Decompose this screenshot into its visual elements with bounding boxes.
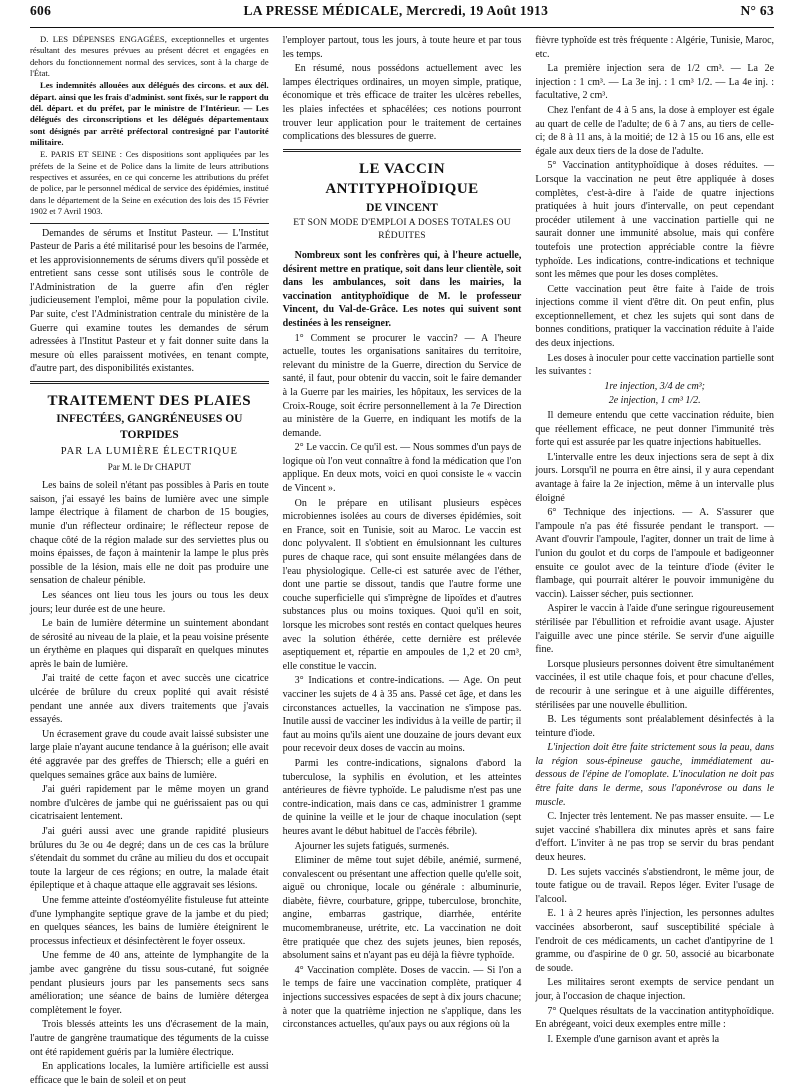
paragraph: Parmi les contre-indications, signalons d'abord la tuberculose, la syphilis en évolution, et les atteintes antérieures de fièvre typhoïde. Le paludisme n'est pas une contre-indication, mais dans ce cas, administrer 1 gramme de quinine la veille et le jour de chaque inoculation (sept heures avant le début habituel de l'accès fébrile). — [282, 757, 522, 837]
paragraph: Les séances ont lieu tous les jours ou tous les deux jours; leur durée est de une heure. — [30, 589, 269, 615]
paragraph: 3° Indications et contre-indications. — Age. On peut vacciner les sujets de 4 à 35 ans. Passé cet âge, et dans les circonstances actuelles, la vaccination ne s'impose pas. Inutile aussi de vacciner les individus à la veille de partir; il faut au moins qu'ils aient une douzaine de jours devant eux pour recevoir deux doses de vaccin au moins. — [282, 675, 522, 755]
divider — [30, 223, 269, 224]
paragraph: Les indemnités allouées aux délégués des circons. et aux dél. départ. ainsi que les frais d'administ. sont fixés, sur le rapport du dél. départ. et du préfet, par le ministre de l'Intérieur. — Les délégués des circonscriptions et les délégués départementaux sont désignés par arrêté préfectoral contresigné par l'autorité militaire. — [30, 80, 269, 148]
column-1 — [30, 34, 269, 1086]
paragraph: J'ai traité de cette façon et avec succès une cicatrice ulcérée de brûlure du creux poplité qui avait résisté pendant une année aux divers traitements que j'avais essayés. — [30, 673, 269, 726]
paragraph: Trois blessés atteints les uns d'écrasement de la main, l'autre de gangrène traumatique des téguments de la cuisse ont été rapidement guéris par la lumière électrique. — [30, 1019, 269, 1058]
article-subtitle: ET SON MODE D'EMPLOI A DOSES TOTALES OU RÉDUITES — [293, 218, 511, 242]
paragraph: Cette vaccination peut être faite à l'aide de trois injections comme il vient d'être dit. On peut enfin, plus exceptionnellement, et chez les sujets qui sont dans de bonnes conditions, pratiquer la vaccination réduite à l'aide des deux injections. — [535, 283, 775, 350]
divider — [30, 381, 269, 384]
article-subtitle: PAR LA LUMIÈRE ÉLECTRIQUE — [60, 445, 238, 457]
paragraph: E. PARIS ET SEINE : Ces dispositions sont appliquées par les préfets de la Seine et de Police dans la limite de leurs attributions respectives et assurées, en ce qui concerne les attributions du préfet de police, par le personnel médical de service des épidémies, institué dans le département de la Seine en exécution des lois des 15 Février 1902 et 7 Avril 1903. — [30, 149, 269, 217]
paragraph: 7° Quelques résultats de la vaccination antityphoïdique. En abrégeant, voici deux exemples entre mille : — [535, 1005, 775, 1031]
page-header — [30, 0, 774, 28]
paragraph: Un écrasement grave du coude avait laissé subsister une large plaie n'ayant aucune tendance à la guérison; elle avait été aggravée par des greffes de Thiersch; elle a guéri en quelques semaines grâce aux bains de lumière. — [30, 728, 269, 781]
article-title: TRAITEMENT DES PLAIES — [47, 393, 252, 410]
journal-title: LA PRESSE MÉDICALE, Mercredi, 19 Août 1913 — [243, 3, 549, 18]
paragraph: Ajourner les sujets fatigués, surmenés. — [294, 840, 450, 852]
paragraph: La première injection sera de 1/2 cm³. — La 2e injection : 1 cm³. — La 3e inj. : 1 cm³ 1/2. — La 4e inj. : facultative, 2 cm³. — [535, 63, 775, 102]
paragraph: 5° Vaccination antityphoïdique à doses réduites. — Lorsque la vaccination ne peut être appliquée à doses complètes, c'est-à-dire à l'aide de quatre injections pratiquées à huit jours d'intervalle, on peut cependant procéder utilement à une vaccination partielle qui ne saurait donner une immunité absolue, mais qui confère toutefois une protection appréciable contre la fièvre typhoïde. Les indications, contre-indications et technique sont les mêmes que pour les doses complètes. — [535, 160, 775, 281]
paragraph: Une femme atteinte d'ostéomyélite fistuleuse fut atteinte d'une lymphangite septique grave de la jambe et du pied; en quelques séances, les bains de lumière éteignirent le processus infectieux et désinfectèrent le foyer osseux. — [30, 894, 269, 947]
page-number: 606 — [30, 3, 52, 18]
paragraph: C. Injecter très lentement. Ne pas masser ensuite. — Le sujet vacciné s'habillera dix minutes après et sans faire d'effort. L'inviter à ne pas trop se servir du bras pendant deux heures. — [535, 811, 775, 864]
paragraph: D. LES DÉPENSES ENGAGÉES, exceptionnelles et urgentes résultant des mesures prévues au présent décret et engagées en dehors du fonctionnement normal des services, sont à la charge de l'État. — [30, 34, 269, 79]
paragraph: B. Les téguments sont préalablement désinfectés à la teinture d'iode. — [535, 714, 775, 739]
dose-line: 2e injection, 1 cm³ 1/2. — [608, 395, 701, 407]
paragraph: Aspirer le vaccin à l'aide d'une seringue rigoureusement stérilisée par l'ébullition et refroidie avant usage. Ajuster l'aiguille avec une pince stérile. Se servir d'une aiguille fine. — [535, 603, 775, 656]
paragraph: Une femme de 40 ans, atteinte de lymphangite de la jambe avec gangrène du tissu sous-cutané, fut soignée pendant plusieurs jours par les pansements secs sans amélioration; une séance de bains de lumière détergea complètement le foyer. — [30, 950, 269, 1016]
text-columns — [30, 34, 775, 1086]
paragraph: J'ai guéri aussi avec une grande rapidité plusieurs brûlures du 3e ou 4e degré; dans un de ces cas la brûlure s'étendait du sommet du crâne au milieu du dos et occupait toute la largeur de ces régions; en outre, la malade était épileptique et à chaque attaque elle aggravait ses lésions. — [30, 826, 269, 892]
paragraph: Il demeure entendu que cette vaccination réduite, bien que réellement efficace, ne peut donner l'immunité très forte qui est assurée par les quatre injections habituelles. — [535, 410, 775, 449]
paragraph: Nombreux sont les confrères qui, à l'heure actuelle, désirent mettre en pratique, soit dans leur clientèle, soit dans les ambulances, soit dans les mairies, la vaccination antityphoïdique de M. le professeur Vincent, du Val-de-Grâce. Les notes qui suivent sont destinées à les renseigner. — [282, 249, 522, 329]
paragraph: L'intervalle entre les deux injections sera de sept à dix jours. Lorsqu'il ne pourra en être ainsi, il y aura cependant avantage à faire la 2e injection, même à un intervalle plus éloigné — [535, 451, 775, 504]
paragraph: Demandes de sérums et Institut Pasteur. — L'Institut Pasteur de Paris a été militarisé pour les besoins de l'armée, et les approvisionnements de sérums divers qu'il possède et entretient sans cesse sont utilisés sous le contrôle de l'Administration de la guerre afin d'en régler judicieusement l'emploi, même pour la population civile. Par suite, c'est l'Administration centrale du ministère de la Guerre qui examine toutes les demandes de sérum adressées à l'Institut Pasteur et y fait donner suite dans la mesure où elles paraissent motivées, en tenant compte, d'autre part, des disponibilités existantes. — [30, 227, 269, 375]
paragraph: En résumé, nous possédons actuellement avec les lampes électriques ordinaires, un moyen simple, pratique, économique et très efficace de traiter les ulcères rebelles, les plaies infectées et sphacélées; ces notions pourront trouver leur application pour le traitement de certaines complications des blessures de guerre. — [282, 63, 522, 143]
paragraph: fièvre typhoïde est très fréquente : Algérie, Tunisie, Maroc, etc. — [535, 35, 775, 60]
paragraph: Eliminer de même tout sujet débile, anémié, surmené, convalescent ou présentant une affection quelle qu'elle soit, aiguë ou chronique, locale ou générale : albuminurie, diabète, fièvre, courbature, grippe, tuberculose, bronchite, angine, embarras gastrique, diarrhée, entérite mucomembraneuse, urétrite, etc. La vaccination ne doit être pratiquée que chez des sujets jeunes, bien reposés, absolument sains et n'ayant pas eu déjà la fièvre typhoïde. — [282, 855, 522, 962]
paragraph: 1° Comment se procurer le vaccin? — A l'heure actuelle, toutes les organisations sanitaires du territoire, relevant du ministre de la Guerre, direction du Service de santé, il faut, pour obtenir du vaccin, soit le faire demander à la Guerre par les mairies, les hôpitaux, les services de la Croix-Rouge, soit écrire personnellement à la 7e Direction au ministère de la Guerre, en indiquant les motifs de la demande. — [282, 332, 522, 439]
paragraph: 4° Vaccination complète. Doses de vaccin. — Si l'on a le temps de faire une vaccination complète, pratiquer 4 injections successives espacées de sept à dix jours chacune; à noter que la quatrième injection ne s'applique, dans les circonstances actuelles, qu'aux pays ou aux régions où la — [282, 964, 522, 1031]
paragraph: 2° Le vaccin. Ce qu'il est. — Nous sommes d'un pays de logique où l'on veut connaître à fond la médication que l'on applique. En deux mots, voici en quoi consiste le « vaccin de Vincent ». — [282, 442, 522, 495]
paragraph: 6° Technique des injections. — A. S'assurer que l'ampoule n'a pas été fissurée pendant le transport. — Avant d'ouvrir l'ampoule, l'agiter, donner un trait de lime à l'union du goulot et du corps de l'ampoule et badigeonner ensuite ce goulot avec de la teinture d'iode (éviter le flambage, qui pourrait altérer le pouvoir immunigène du vaccin). Laisser sécher, puis sectionner. — [535, 507, 775, 600]
article-title: LE VACCIN ANTITYPHOÏDIQUE — [325, 160, 479, 198]
article-author: Par M. le Dr CHAPUT — [107, 461, 191, 472]
paragraph: D. Les sujets vaccinés s'abstiendront, le même jour, de toute fatigue ou de travail. Repos léger. Eviter l'usage de l'alcool. — [535, 866, 775, 905]
column-3 — [535, 34, 774, 1074]
divider — [283, 149, 522, 152]
paragraph: Les doses à inoculer pour cette vaccination partielle sont les suivantes : — [535, 352, 775, 378]
article-subtitle: INFECTÉES, GANGRÉNEUSES OU TORPIDES — [56, 413, 243, 442]
article-subtitle: DE VINCENT — [366, 201, 438, 214]
paragraph: J'ai guéri rapidement par le même moyen un grand nombre d'ulcères de jambe qui ne guérissaient pas ou qui cicatrisaient lentement. — [30, 784, 269, 823]
paragraph: E. 1 à 2 heures après l'injection, les personnes adultes vaccinées absorberont, sauf susceptibilité spéciale à l'endroit de ces médicaments, un cachet d'antipyrine de 1 gramme, ou d'aspirine de 0 gr. 50, associé au bicarbonate de soude. — [535, 908, 775, 974]
paragraph: On le prépare en utilisant plusieurs espèces microbiennes isolées au cours de diverses épidémies, soit en France, soit en Tunisie, soit au Maroc. Le vaccin est donc polyvalent. Il s'obtient en émulsionnant les cultures pures de chaque race, qui sont ensuite mélangées dans de l'eau physiologique. Celle-ci est saturée avec de l'éther, dont une partie se dissout, tandis que l'autre forme une couche superficielle qui s'imprègne de lipoïdes et d'autres substances plus ou moins toxiques. Quoi qu'il en soit, lorsque les microbes sont restés en contact quelques heures avec la solution éthérée, cette dernière est prélevée aseptiquement et, répartie en ampoules de 1,2 et 20 cm³, elle constitue le vaccin. — [282, 497, 522, 672]
paragraph: L'injection doit être faite strictement sous la peau, dans la région sous-épineuse gauche, immédiatement au-dessous de l'épine de l'omoplate. L'inoculation ne doit pas être faite dans le derme, sous l'aponévrose ou dans le muscle. — [535, 742, 775, 808]
issue-number: N° 63 — [740, 3, 774, 18]
paragraph: l'employer partout, tous les jours, à toute heure et par tous les temps. — [282, 35, 522, 60]
paragraph: Chez l'enfant de 4 à 5 ans, la dose à employer est égale au quart de celle de l'adulte; de 6 à 7 ans, au tiers de celle-ci; de 8 à 11 ans, à la moitié; de 12 à 15 ou 16 ans, elle est égale aux deux tiers de la dose de l'adulte. — [535, 104, 775, 157]
paragraph: En applications locales, la lumière artificielle est aussi efficace que le bain de soleil et on peut — [30, 1061, 269, 1086]
dose-line: 1re injection, 3/4 de cm³; — [604, 380, 705, 392]
paragraph: Les bains de soleil n'étant pas possibles à Paris en toute saison, j'ai essayé les bains de lumière avec une simple lampe électrique à filament de charbon de 15 bougies, munie d'un réflecteur ordinaire; le réflecteur repose de chaque côté de la région malade sur des serviettes plus ou moins épaisses, de façon à maintenir la lampe le plus près possible de la lésion, mais elle ne doit pas produire une sensation de chaleur pénible. — [30, 480, 269, 587]
paragraph: Lorsque plusieurs personnes doivent être simultanément vaccinées, il est utile chaque fois, et pour chacune d'elles, de recourir à une seringue et à une aiguille différentes, stérilisées par une nouvelle ébullition. — [535, 658, 775, 711]
column-2 — [283, 34, 522, 1074]
paragraph: I. Exemple d'une garnison avant et après la — [547, 1033, 720, 1045]
paragraph: Les militaires seront exempts de service pendant un jour, à l'occasion de chaque injection. — [535, 977, 775, 1002]
paragraph: Le bain de lumière détermine un suintement abondant de sérosité au niveau de la plaie, et la peau voisine présente un érythème en plaques qui disparaît en quelques minutes après le bain de lumière. — [30, 618, 269, 670]
